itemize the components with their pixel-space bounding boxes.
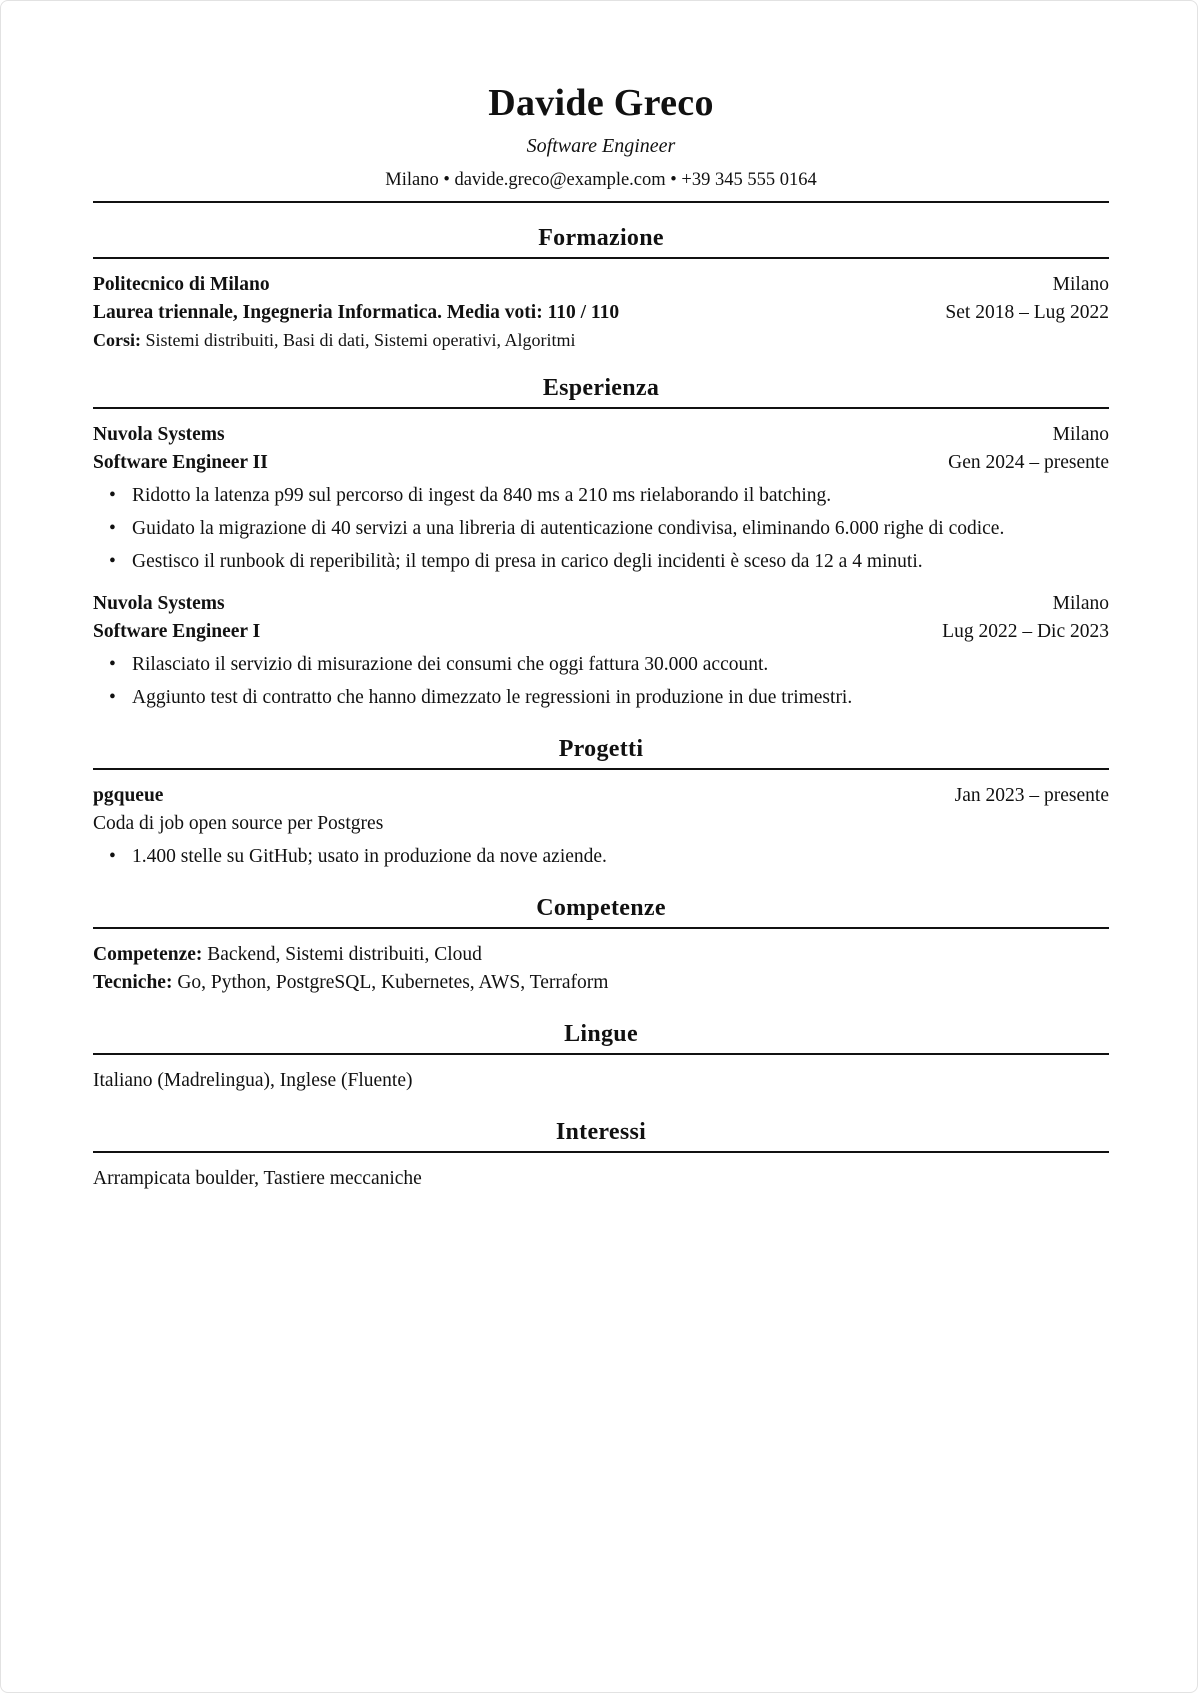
job-dates: Gen 2024 – presente <box>948 452 1109 473</box>
skills-competenze <box>93 941 1109 969</box>
job-bullets <box>93 648 1109 714</box>
job-bullet: • Rilasciato il servizio di misurazione dei consumi che oggi fattura 30.000 account. <box>93 648 1109 681</box>
job-location: Milano <box>1052 424 1109 445</box>
job-dates: Lug 2022 – Dic 2023 <box>942 621 1109 642</box>
resume-content <box>93 79 1109 1193</box>
job-company: Nuvola Systems <box>93 593 225 614</box>
skills-competenze-value: Backend, Sistemi distribuiti, Cloud <box>207 944 482 965</box>
section-heading-experience: Esperienza <box>93 373 1109 409</box>
skills-tecniche-value: Go, Python, PostgreSQL, Kubernetes, AWS, Terraform <box>177 972 609 993</box>
project-description: Coda di job open source per Postgres <box>93 813 384 834</box>
education-location: Milano <box>1052 274 1109 295</box>
job-role-row <box>93 449 1109 477</box>
skills-competenze-label: Competenze: <box>93 944 203 965</box>
skills-tecniche-label: Tecniche: <box>93 972 173 993</box>
skills-tecniche <box>93 969 1109 997</box>
job-entry <box>93 421 1109 578</box>
education-school-row <box>93 271 1109 299</box>
project-dates: Jan 2023 – presente <box>954 785 1109 806</box>
education-school: Politecnico di Milano <box>93 274 270 295</box>
contact-line: Milano • davide.greco@example.com • +39 345 555 0164 <box>385 170 817 190</box>
courses-list: Sistemi distribuiti, Basi di dati, Sistemi operativi, Algoritmi <box>145 330 576 350</box>
job-entry <box>93 590 1109 714</box>
project-bullet: • 1.400 stelle su GitHub; usato in produzione da nove aziende. <box>93 840 1109 873</box>
job-company: Nuvola Systems <box>93 424 225 445</box>
job-bullets <box>93 479 1109 578</box>
header-divider <box>93 201 1109 203</box>
job-bullet: • Ridotto la latenza p99 sul percorso di ingest da 840 ms a 210 ms rielaborando il batching. <box>93 479 1109 512</box>
job-bullet: • Gestisco il runbook di reperibilità; il tempo di presa in carico degli incidenti è sceso da 12 a 4 minuti. <box>93 545 1109 578</box>
section-heading-interests: Interessi <box>93 1117 1109 1153</box>
project-name: pgqueue <box>93 785 164 806</box>
job-location: Milano <box>1052 593 1109 614</box>
project-entry <box>93 782 1109 873</box>
job-bullet: • Aggiunto test di contratto che hanno dimezzato le regressioni in produzione in due trimestri. <box>93 681 1109 714</box>
interests-text: Arrampicata boulder, Tastiere meccaniche <box>93 1168 422 1189</box>
project-bullets <box>93 840 1109 873</box>
job-company-row <box>93 590 1109 618</box>
education-dates: Set 2018 – Lug 2022 <box>945 302 1109 323</box>
job-role: Software Engineer II <box>93 452 268 473</box>
courses-label: Corsi: <box>93 330 141 350</box>
section-heading-education: Formazione <box>93 223 1109 259</box>
section-heading-skills: Competenze <box>93 893 1109 929</box>
job-role: Software Engineer I <box>93 621 261 642</box>
job-role-row <box>93 618 1109 646</box>
section-heading-projects: Progetti <box>93 734 1109 770</box>
project-name-row <box>93 782 1109 810</box>
education-degree-row <box>93 299 1109 327</box>
languages-text: Italiano (Madrelingua), Inglese (Fluente) <box>93 1070 413 1091</box>
education-courses <box>93 327 1109 353</box>
education-degree: Laurea triennale, Ingegneria Informatica. Media voti: 110 / 110 <box>93 302 620 323</box>
job-bullet: • Guidato la migrazione di 40 servizi a una libreria di autenticazione condivisa, eliminando 6.000 righe di codice. <box>93 512 1109 545</box>
job-company-row <box>93 421 1109 449</box>
candidate-title: Software Engineer <box>526 135 676 157</box>
candidate-name: Davide Greco <box>488 82 714 124</box>
section-heading-languages: Lingue <box>93 1019 1109 1055</box>
